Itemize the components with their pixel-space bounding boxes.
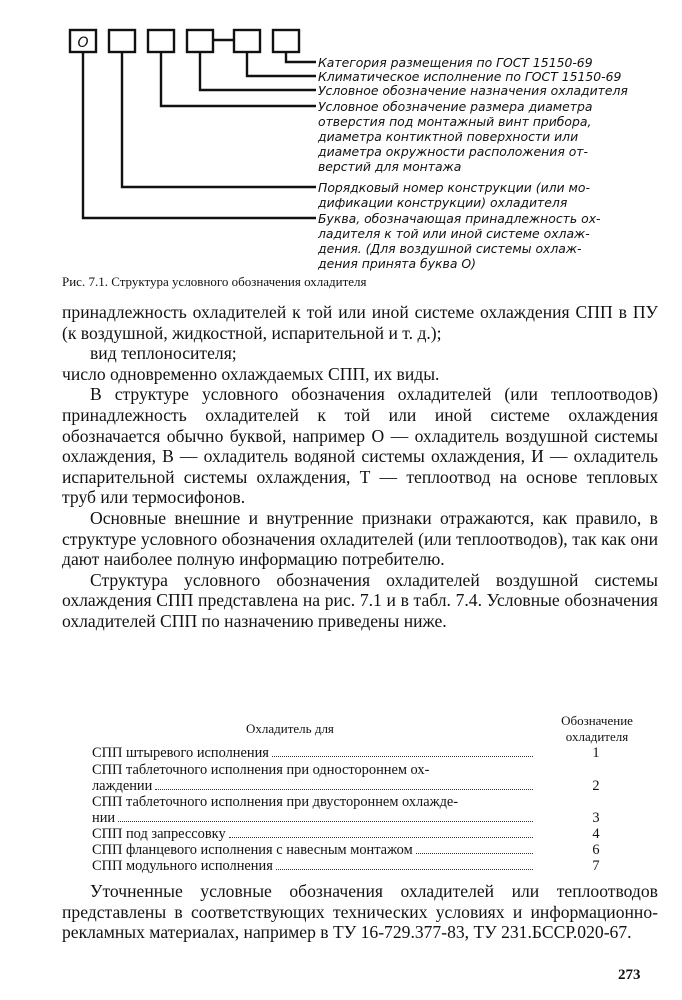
paragraph-3: число одновременно охлаждаемых СПП, их виды. bbox=[62, 363, 440, 384]
row-text: СПП модульного исполнения bbox=[92, 858, 273, 874]
row-code: 4 bbox=[592, 826, 600, 842]
label-category: Категория размещения по ГОСТ 15150-69 bbox=[318, 55, 593, 70]
label-number-1: Порядковый номер конструкции (или мо- bbox=[318, 180, 590, 195]
box-3 bbox=[148, 30, 174, 52]
paragraph-5: Основные внешние и внутренние признаки отражаются, как правило, в структуре условного обозначения охладителей (или теплоотводов), так как они дают наиболее полную информацию потребителю. bbox=[62, 507, 658, 570]
table-header-right bbox=[548, 713, 646, 745]
row-code: 7 bbox=[592, 858, 600, 874]
row-text: СПП таблеточного исполнения при двустороннем охлажде- bbox=[92, 794, 459, 810]
leader-4 bbox=[161, 52, 316, 106]
row-text-cont: лаждении bbox=[92, 778, 153, 794]
row-text-cont: нии bbox=[92, 810, 116, 826]
table-row bbox=[92, 826, 536, 842]
box-2 bbox=[109, 30, 135, 52]
label-purpose: Условное обозначение назначения охладителя bbox=[318, 83, 628, 98]
leader-3 bbox=[200, 52, 316, 90]
row-text: СПП фланцевого исполнения с навесным монтажом bbox=[92, 842, 413, 858]
table-row bbox=[92, 858, 536, 874]
row-code: 6 bbox=[592, 842, 600, 858]
row-code: 3 bbox=[592, 810, 600, 826]
final-paragraph: Уточненные условные обозначения охладителей или теплоотводов представлены в соответствующих технических условиях и информационно-рекламных материалах, например в ТУ 16-729.377-83, ТУ 231.БССР.020-67. bbox=[62, 881, 658, 943]
row-text: СПП таблеточного исполнения при одностороннем ох- bbox=[92, 762, 430, 778]
table-header-right-line1: Обозначение bbox=[561, 713, 633, 728]
paragraph-1: принадлежность охладителей к той или иной системе охлаждения СПП в ПУ (к воздушной, жидкостной, испарительной и т. д.); bbox=[62, 302, 658, 343]
box-5 bbox=[234, 30, 260, 52]
row-text: СПП под запрессовку bbox=[92, 826, 226, 842]
structure-diagram bbox=[0, 0, 682, 270]
label-size-2: отверстия под монтажный винт прибора, bbox=[318, 114, 592, 129]
label-size-3: диаметра контиктной поверхности или bbox=[318, 129, 579, 144]
box-4 bbox=[187, 30, 213, 52]
box-6 bbox=[273, 30, 299, 52]
box-letter: О bbox=[77, 35, 89, 51]
label-letter-4: дения принята буква О) bbox=[318, 256, 476, 271]
paragraph-2: вид теплоносителя; bbox=[90, 343, 237, 364]
table-row bbox=[92, 745, 536, 761]
leader-1 bbox=[286, 52, 316, 62]
label-size-1: Условное обозначение размера диаметра bbox=[318, 99, 593, 114]
leader-5 bbox=[122, 52, 316, 187]
paragraph-6: Структура условного обозначения охладителей воздушной системы охлаждения СПП представлена на рис. 7.1 и в табл. 7.4. Условные обозначения охладителей СПП по назначению приведены ниже. bbox=[62, 569, 658, 631]
body-text bbox=[62, 302, 658, 632]
table-row bbox=[92, 794, 536, 826]
paragraph-4: В структуре условного обозначения охладителей (или теплоотводов) принадлежность охладителей к той или иной системе охлаждения обозначается обычно буквой, например О — охладитель воздушной системы охлаждения, В — охладитель водяной системы охлаждения, И — охладитель испарительной системы охлаждения, Т — теплоотвод на основе тепловых труб или термосифонов. bbox=[62, 384, 658, 508]
row-text: СПП штыревого исполнения bbox=[92, 745, 269, 761]
leader-2 bbox=[247, 52, 316, 76]
row-code: 1 bbox=[592, 745, 600, 761]
label-letter-2: ладителя к той или иной системе охлаж- bbox=[318, 226, 590, 241]
label-size-4: диаметра окружности расположения от- bbox=[318, 144, 588, 159]
label-letter-3: дения. (Для воздушной системы охлаж- bbox=[318, 241, 582, 256]
table-header-left: Охладитель для bbox=[246, 721, 334, 736]
figure-caption: Рис. 7.1. Структура условного обозначения охладителя bbox=[62, 274, 367, 289]
table-row bbox=[92, 762, 536, 794]
label-climate: Климатическое исполнение по ГОСТ 15150-69 bbox=[318, 69, 622, 84]
row-code: 2 bbox=[592, 778, 600, 794]
label-number-2: дификации конструкции) охладителя bbox=[318, 195, 568, 210]
table-header-right-line2: охладителя bbox=[565, 729, 629, 744]
table-row bbox=[92, 842, 536, 858]
page-number: 273 bbox=[618, 967, 641, 983]
label-letter-1: Буква, обозначающая принадлежность ох- bbox=[318, 211, 601, 226]
label-size-5: верстий для монтажа bbox=[318, 159, 462, 174]
